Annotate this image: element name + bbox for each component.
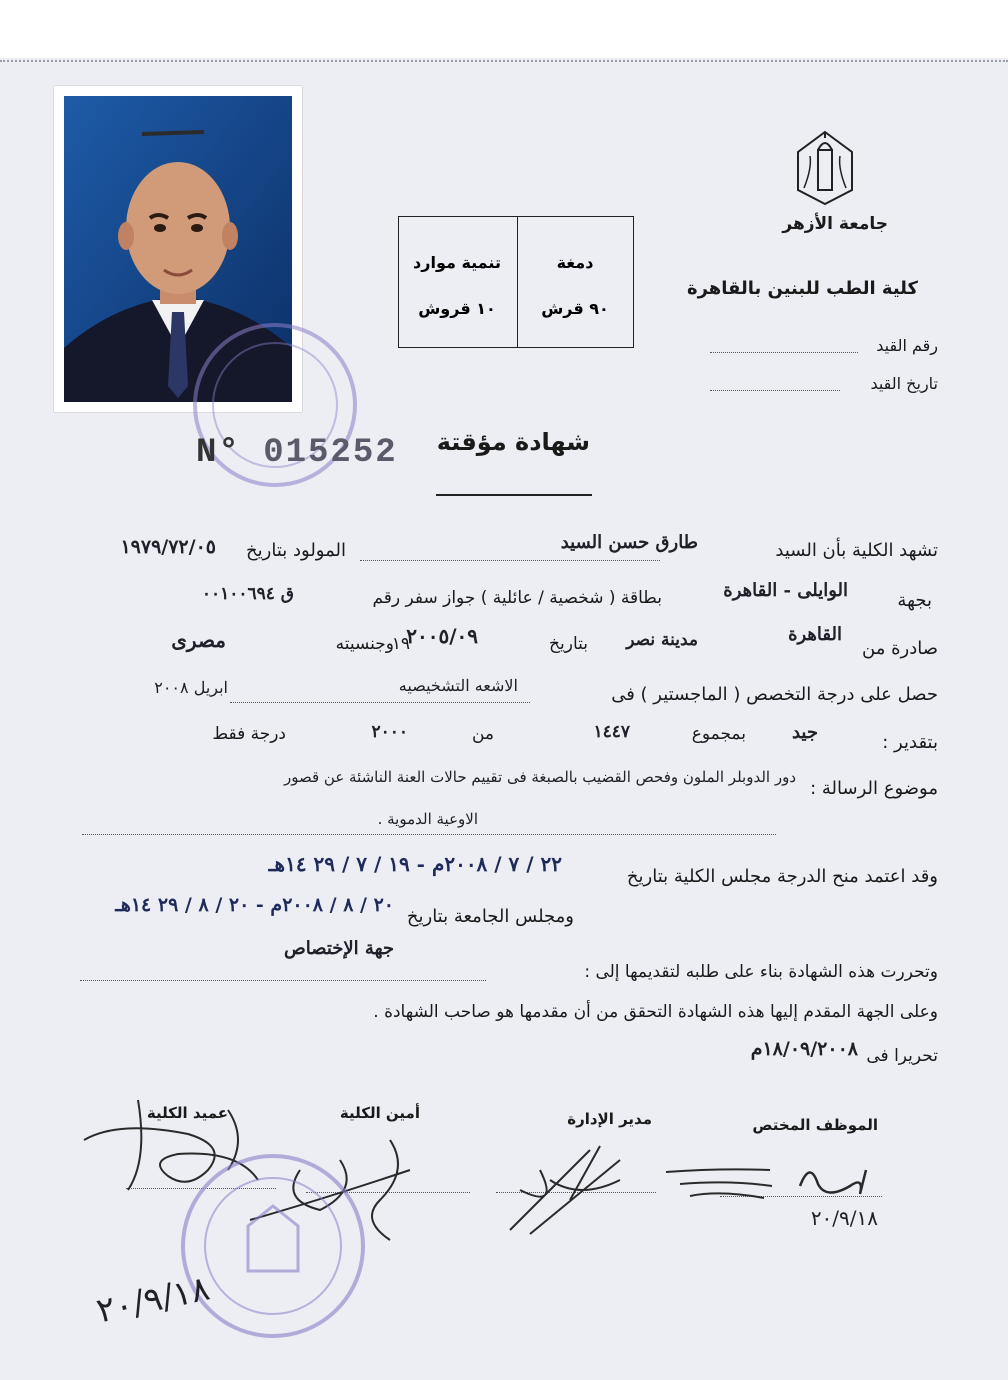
- serial-number: [196, 434, 398, 472]
- university-council-label: ومجلس الجامعة بتاريخ: [406, 906, 574, 927]
- max-value: ٢٠٠٠: [371, 722, 408, 742]
- degree-only-label: درجة فقط: [212, 724, 286, 744]
- admin-signature: [500, 1140, 670, 1240]
- issued-office-value: مدينة نصر: [626, 630, 698, 650]
- reg-date-field: [710, 390, 840, 391]
- reg-number-label: رقم القيد: [876, 336, 938, 355]
- university-council-date: ٢٠ / ٨ / ٢٠٠٨م - ٢٠ / ٨ / ٢٩ ١٤هـ: [115, 894, 394, 916]
- line1-intro: تشهد الكلية بأن السيد: [775, 540, 938, 561]
- perforation-line: [0, 60, 1008, 68]
- degree-label: حصل على درجة التخصص ( الماجستير ) فى: [611, 684, 938, 705]
- faculty-council-date: ٢٢ / ٧ / ٢٠٠٨م - ١٩ / ٧ / ٢٩ ١٤هـ: [268, 852, 562, 876]
- thesis-title-line2: الاوعية الدموية .: [377, 810, 478, 828]
- clerk-signature-date: ٢٠/٩/١٨: [810, 1206, 878, 1230]
- issued-from-label: صادرة من: [862, 638, 938, 659]
- specialty-value: الاشعه التشخيصيه: [398, 676, 518, 695]
- total-label: بمجموع: [691, 724, 746, 744]
- title-underline: [436, 494, 592, 496]
- total-value: ١٤٤٧: [593, 722, 630, 742]
- thesis-dots: [82, 834, 776, 835]
- clerk-signature-label: الموظف المختص: [752, 1116, 878, 1134]
- admin-signature-label: مدير الإدارة: [567, 1110, 652, 1128]
- district-value: الوايلى - القاهرة: [723, 580, 848, 601]
- dean-signature-label: عميد الكلية: [146, 1104, 228, 1122]
- out-of-label: من: [471, 724, 494, 744]
- secretary-signature-label: أمين الكلية: [339, 1104, 420, 1122]
- reg-date-label: تاريخ القيد: [870, 374, 938, 393]
- dean-signature-date: ٢٠/٩/١٨: [93, 1268, 214, 1332]
- line2-intro: بجهة: [897, 590, 932, 611]
- name-dots: [360, 560, 660, 561]
- certificate-title: شهادة مؤقتة: [436, 428, 590, 456]
- reg-number-field: [710, 352, 858, 353]
- university-name: جامعة الأزهر: [782, 214, 888, 234]
- dev-fee-label: تنمية موارد: [413, 253, 501, 272]
- requesting-party-value: جهة الإختصاص: [283, 938, 394, 959]
- serial-value: 015252: [263, 434, 398, 472]
- id-number-value: ق ٠٠١٠٠٦٩٤: [201, 584, 294, 604]
- stamp-fee-value: ٩٠ قرش: [541, 299, 609, 318]
- issue-place-date: ١٨/٠٩/٢٠٠٨م: [750, 1038, 858, 1060]
- serial-prefix: N°: [196, 434, 241, 472]
- nationality-label: وجنسيته: [335, 634, 394, 654]
- fees-divider: [517, 217, 518, 347]
- issued-for-label: وتحررت هذه الشهادة بناء على طلبه لتقديمها إلى :: [584, 962, 938, 982]
- nationality-value: مصرى: [171, 628, 226, 652]
- issue-date-label: بتاريخ: [549, 634, 588, 654]
- dob-label: المولود بتاريخ: [246, 540, 346, 561]
- clerk-signature: [660, 1150, 890, 1250]
- issued-from-value: القاهرة: [788, 624, 842, 645]
- grade-value: جيد: [791, 722, 818, 743]
- verification-note: وعلى الجهة المقدم إليها هذه الشهادة التحقق من أن مقدمها هو صاحب الشهادة .: [373, 1002, 938, 1022]
- university-emblem-icon: [792, 128, 858, 208]
- faculty-name: كلية الطب للبنين بالقاهرة: [686, 278, 918, 299]
- grade-label: بتقدير :: [882, 732, 938, 753]
- specialty-dots: [230, 702, 530, 703]
- id-card-label: بطاقة ( شخصية / عائلية ) جواز سفر رقم: [372, 588, 662, 608]
- holder-name: طارق حسن السيد: [560, 532, 698, 553]
- issue-date-value: ٢٠٠٥/٠٩: [406, 624, 478, 648]
- fees-box: [398, 216, 634, 348]
- faculty-council-label: وقد اعتمد منح الدرجة مجلس الكلية بتاريخ: [626, 866, 938, 887]
- paper-top-edge: [0, 0, 1008, 58]
- issued-for-dots: [80, 980, 486, 981]
- dob-value: ١٩٧٩/٧٢/٠٥: [120, 536, 216, 558]
- issue-place-label: تحريرا فى: [866, 1046, 938, 1066]
- degree-date-value: ابريل ٢٠٠٨: [154, 678, 228, 697]
- stamp-seal-bottom: [168, 1146, 378, 1346]
- dev-fee-value: ١٠ قروش: [418, 299, 496, 318]
- stamp-fee-label: دمغة: [556, 253, 594, 272]
- thesis-title-line1: دور الدوبلر الملون وفحص القضيب بالصبغة فى تقييم حالات العنة الناشئة عن قصور: [283, 768, 796, 786]
- issue-year-prefix: ١٩: [391, 634, 410, 654]
- thesis-label: موضوع الرسالة :: [810, 778, 938, 799]
